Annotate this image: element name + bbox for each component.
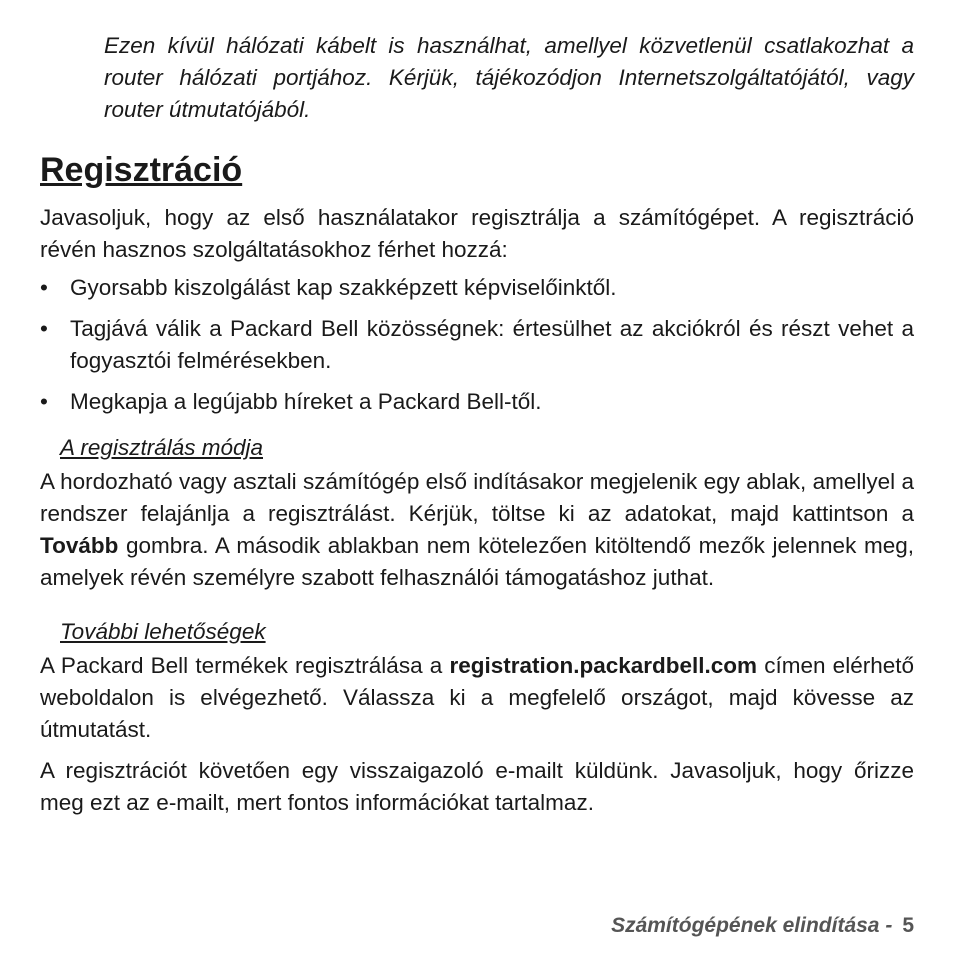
- registration-url: registration.packardbell.com: [449, 653, 758, 678]
- list-item-text: Megkapja a legújabb híreket a Packard Bell-től.: [70, 389, 542, 414]
- list-item: [40, 272, 914, 304]
- paragraph-text: gombra. A második ablakban nem kötelezően kitöltendő mezők jelennek meg, amelyek révén személyre szabott felhasználói támogatáshoz juthat.: [40, 533, 914, 590]
- benefit-list: [40, 272, 914, 418]
- list-item-text: Tagjává válik a Packard Bell közösségnek: értesülhet az akciókról és részt vehet a fogyasztói felmérésekben.: [70, 316, 914, 373]
- list-item: [40, 313, 914, 377]
- page-number: 5: [902, 914, 914, 937]
- next-button-name: Tovább: [40, 533, 119, 558]
- section-title-other-options: További lehetőségek: [60, 619, 266, 644]
- page-footer: [611, 914, 914, 938]
- paragraph-text: A Packard Bell termékek regisztrálása a: [40, 653, 450, 678]
- note-text: Ezen kívül hálózati kábelt is használhat, amellyel közvetlenül csatlakozhat a router hálózati portjához. Kérjük, tájékozódjon Internetszolgáltatójától, vagy router útmutatójából.: [104, 33, 914, 122]
- bullet-glyph: •: [40, 316, 48, 341]
- other-options-paragraph: [40, 650, 914, 746]
- intro-paragraph: Javasoljuk, hogy az első használatakor regisztrálja a számítógépet. A regisztráció révén hasznos szolgáltatásokhoz férhet hozzá:: [40, 205, 914, 262]
- bullet-glyph: •: [40, 275, 48, 300]
- paragraph-text: címen elérhető weboldalon is elvégezhető. Válassza ki a megfelelő országot, majd kövesse az útmutatást.: [40, 653, 914, 742]
- page-title: Regisztráció: [40, 151, 243, 189]
- page-content: [40, 30, 914, 819]
- section-title-registration-method: A regisztrálás módja: [60, 435, 263, 460]
- footer-chapter: Számítógépének elindítása -: [611, 914, 893, 937]
- bullet-glyph: •: [40, 389, 48, 414]
- list-item: [40, 386, 914, 418]
- list-item-text: Gyorsabb kiszolgálást kap szakképzett képviselőinktől.: [70, 275, 617, 300]
- paragraph-text: A hordozható vagy asztali számítógép első indításakor megjelenik egy ablak, amellyel a rendszer felajánlja a regisztrálást. Kérjük, töltse ki az adatokat, majd kattintson a: [40, 469, 914, 526]
- confirmation-paragraph: A regisztrációt követően egy visszaigazoló e-mailt küldünk. Javasoljuk, hogy őrizze meg ezt az e-mailt, mert fontos információkat tartalmaz.: [40, 758, 914, 815]
- registration-method-paragraph: [40, 466, 914, 594]
